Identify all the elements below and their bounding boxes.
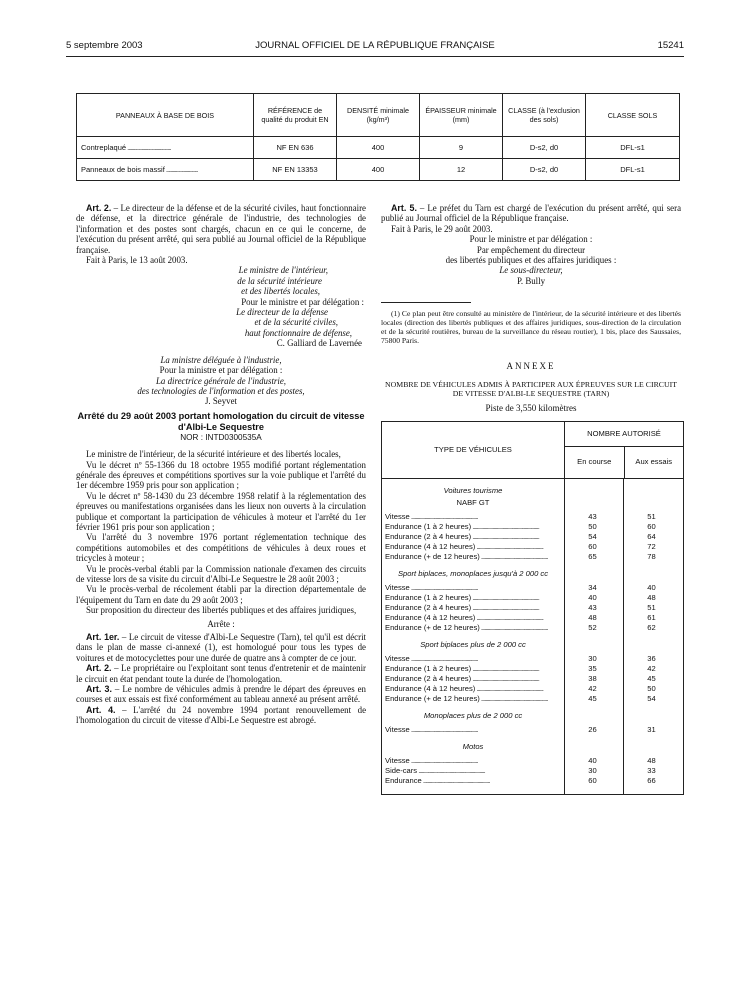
essais-count: 54 [647, 694, 656, 704]
table-row: Endurance ............................................................ 60 66 [382, 776, 683, 786]
essais-count: 51 [647, 512, 656, 522]
essais-count: 36 [647, 654, 656, 664]
course-count: 52 [588, 623, 597, 633]
panel-col-floor-class: CLASSE SOLS [586, 94, 680, 137]
course-count: 48 [588, 613, 597, 623]
essais-count: 50 [647, 684, 656, 694]
header-journal-title: JOURNAL OFFICIEL DE LA RÉPUBLIQUE FRANÇAISE [255, 40, 495, 51]
panel-col-density: DENSITÉ minimale (kg/m³) [337, 94, 420, 137]
vehicle-type-label: Endurance (+ de 12 heures) [385, 694, 480, 704]
panel-cell-floor-class: DFL-s1 [586, 137, 680, 159]
decree-title: Arrêté du 29 août 2003 portant homologation du circuit de vitesse d'Albi-Le Sequestre [77, 410, 365, 432]
panel-table [76, 93, 680, 181]
signatory-name-3: P. Bully [516, 275, 546, 286]
panel-cell-type: Panneaux de bois massif [81, 165, 165, 174]
table-row: Endurance (4 à 12 heures) ............................................................ 42 50 [382, 684, 683, 694]
vehicle-type-label: Endurance (1 à 2 heures) [385, 522, 472, 532]
essais-count: 61 [647, 613, 656, 623]
vehicle-type-label: Vitesse [385, 512, 410, 522]
header-rule [66, 56, 684, 57]
panel-table-header-row [77, 94, 680, 137]
table-row: Contreplaqué ........................................ NF EN 636 400 9 D-s2, d0 DFL-s1 [77, 137, 680, 159]
preamble-paragraph: Vu le procès-verbal de récolement établi par la direction départementale de l'équipement du Tarn en date du 29 août 2003 ; [76, 584, 366, 605]
panel-col-reference: RÉFÉRENCE de qualité du produit EN [254, 94, 337, 137]
signatory-name-2: J. Seyvet [204, 396, 238, 407]
preamble-paragraph: Vu le procès-verbal établi par la Commission nationale d'examen des circuits de vitesse lors de sa visite du circuit d'Albi-Le Sequestre le 28 août 2003 ; [76, 563, 366, 584]
panel-cell-class: D-s2, d0 [503, 137, 586, 159]
annex-heading: ANNEXE [506, 361, 556, 372]
course-count: 30 [588, 654, 597, 664]
table-row: Endurance (4 à 12 heures) ............................................................ 60 72 [382, 542, 683, 552]
preamble-paragraph: Sur proposition du directeur des libertés publiques et des affaires juridiques, [86, 605, 357, 616]
vehicle-type-label: Side-cars [385, 766, 418, 776]
vehicle-type-label: Endurance (4 à 12 heures) [385, 542, 476, 552]
vehicle-type-label: Endurance (+ de 12 heures) [385, 552, 480, 562]
table-row: Panneaux de bois massif ............................. NF EN 13353 400 12 D-s2, d0 DFL-s1 [77, 159, 680, 181]
vehicle-col-course: En course [565, 447, 625, 478]
essais-count: 78 [647, 552, 656, 562]
table-row: Endurance (+ de 12 heures) ............................................................ 45 54 [382, 694, 683, 704]
essais-count: 51 [647, 603, 656, 613]
page-header [66, 40, 684, 56]
essais-count: 33 [647, 766, 656, 776]
vehicle-type-label: Vitesse [385, 756, 410, 766]
vehicle-type-label: Endurance (2 à 4 heures) [385, 532, 472, 542]
panel-cell-thickness: 12 [420, 159, 503, 181]
course-count: 65 [588, 552, 597, 562]
vehicle-section-title: Voitures tourisme [443, 486, 503, 496]
article-5-paragraph: Art. 5. – Le préfet du Tarn est chargé de l'exécution du présent arrêté, qui sera publié au Journal officiel de la République française. [381, 203, 682, 224]
track-length: Piste de 3,550 kilomètres [485, 402, 577, 413]
course-count: 26 [588, 725, 597, 735]
article-4-paragraph: Art. 4. – L'arrêté du 24 novembre 1994 portant renouvellement de l'homologation du circuit de vitesse d'Albi-Le Sequestre est abrogé. [76, 704, 367, 726]
panel-cell-density: 400 [337, 159, 420, 181]
panel-col-class: CLASSE (à l'exclusion des sols) [503, 94, 586, 137]
panel-cell-type: Contreplaqué [81, 143, 127, 152]
table-row: Endurance (1 à 2 heures) ............................................................ 50 60 [382, 522, 683, 532]
panel-cell-reference: NF EN 636 [254, 137, 337, 159]
course-count: 40 [588, 756, 597, 766]
vehicle-col-group: NOMBRE AUTORISÉ [565, 422, 683, 447]
vehicle-type-label: Vitesse [385, 583, 410, 593]
essais-count: 66 [647, 776, 656, 786]
right-column [381, 203, 681, 795]
course-count: 42 [588, 684, 597, 694]
table-row: Endurance (1 à 2 heures) ............................................................ 35 42 [382, 664, 683, 674]
table-row: Endurance (2 à 4 heures) ............................................................ 43 51 [382, 603, 683, 613]
header-page-number: 15241 [657, 40, 684, 51]
vehicle-type-label: Endurance (4 à 12 heures) [385, 613, 476, 623]
course-count: 34 [588, 583, 597, 593]
course-count: 45 [588, 694, 597, 704]
preamble-paragraph: Le ministre de l'intérieur, de la sécurité intérieure et des libertés locales, [86, 449, 341, 460]
essais-count: 72 [647, 542, 656, 552]
essais-count: 60 [647, 522, 656, 532]
signature-block-3: Pour le ministre et par délégation : Par empêchement du directeur des libertés publiques et des affaires juridiques : Le sous-directeur, P. Bully [381, 234, 681, 286]
article-2b-paragraph: Art. 2. – Le propriétaire ou l'exploitant sont tenus d'entretenir et de maintenir le circuit en état pendant toute la durée de l'homologation. [76, 663, 366, 684]
panel-col-type: PANNEAUX À BASE DE BOIS [77, 94, 254, 137]
vehicle-section-title: Motos [462, 742, 484, 752]
essais-count: 62 [647, 623, 656, 633]
essais-count: 31 [647, 725, 656, 735]
essais-count: 45 [647, 674, 656, 684]
table-row: Side-cars ............................................................ 30 33 [382, 766, 683, 776]
course-count: 43 [588, 512, 597, 522]
table-row: Endurance (+ de 12 heures) ............................................................ 52 62 [382, 623, 683, 633]
signature-block-1: Le ministre de l'intérieur, de la sécurité intérieure et des libertés locales, Pour le ministre et par délégation : Le directeur de la défense et de la sécurité civiles, haut fonctionnaire de défense, C. Galliard de Lavernée [76, 265, 366, 348]
table-row: Endurance (2 à 4 heures) ............................................................ 38 45 [382, 674, 683, 684]
vehicle-table-header [382, 422, 683, 479]
essais-count: 64 [647, 532, 656, 542]
vehicle-type-label: Vitesse [385, 654, 410, 664]
table-row: Vitesse ............................................................ 34 40 [382, 583, 683, 593]
course-count: 43 [588, 603, 597, 613]
essais-count: 48 [647, 593, 656, 603]
vehicle-type-label: Endurance (1 à 2 heures) [385, 593, 472, 603]
article-3-paragraph: Art. 3. – Le nombre de véhicules admis à prendre le départ des épreuves en courses et aux essais est fixé conformément au tableau annexé au présent arrêté. [76, 684, 366, 705]
panel-cell-floor-class: DFL-s1 [586, 159, 680, 181]
vehicle-section-title: Monoplaces plus de 2 000 cc [423, 711, 523, 721]
signed-at-1: Fait à Paris, le 13 août 2003. [86, 255, 188, 266]
footnote-rule [381, 302, 471, 303]
course-count: 30 [588, 766, 597, 776]
signed-at-2: Fait à Paris, le 29 août 2003. [391, 223, 493, 234]
vehicle-type-label: Endurance (2 à 4 heures) [385, 603, 472, 613]
vehicle-type-label: Endurance (4 à 12 heures) [385, 684, 476, 694]
table-row: Vitesse ............................................................ 40 48 [382, 756, 683, 766]
course-count: 35 [588, 664, 597, 674]
vehicle-type-label: Endurance (+ de 12 heures) [385, 623, 480, 633]
panel-col-thickness: ÉPAISSEUR minimale (mm) [420, 94, 503, 137]
course-count: 60 [588, 776, 597, 786]
panel-cell-density: 400 [337, 137, 420, 159]
vehicle-table-body [382, 479, 683, 794]
course-count: 38 [588, 674, 597, 684]
vehicle-col-essais: Aux essais [635, 457, 673, 467]
left-column [76, 203, 366, 726]
table-row: Vitesse ............................................................ 30 36 [382, 654, 683, 664]
table-row: Vitesse ............................................................ 26 31 [382, 725, 683, 735]
signatory-name-1: C. Galliard de Lavernée [276, 338, 362, 349]
table-row: Endurance (2 à 4 heures) ............................................................ 54 64 [382, 532, 683, 542]
vehicle-section-title: Sport biplaces, monoplaces jusqu'à 2 000 cc [397, 569, 549, 579]
table-row: Endurance (4 à 12 heures) ............................................................ 48 61 [382, 613, 683, 623]
course-count: 50 [588, 522, 597, 532]
article-2-paragraph: Art. 2. – Le directeur de la défense et de la sécurité civiles, haut fonctionnaire de défense, et la directrice générale de l'industrie, des technologies de l'information et des postes sont chargés, chacun en ce qui le concerne, de l'exécution du présent arrêté, qui sera publié au Journal officiel de la République française. [76, 203, 366, 255]
vehicle-type-label: Endurance (2 à 4 heures) [385, 674, 472, 684]
preamble-paragraph: Vu le décret nº 55-1366 du 18 octobre 1955 modifié portant réglementation générale des épreuves et compétitions sportives sur la voie publique et l'arrêté du 1er décembre 1959 pris pour son application ; [76, 459, 366, 491]
vehicle-section-subtitle: NABF GT [456, 498, 490, 508]
annex-subtitle: NOMBRE DE VÉHICULES ADMIS À PARTICIPER AUX ÉPREUVES SUR LE CIRCUIT DE VITESSE D'ALBI-LE SEQUESTRE (TARN) [385, 379, 677, 399]
preamble-paragraph: Vu le décret nº 58-1430 du 23 décembre 1958 relatif à la réglementation des épreuves ou manifestations organisées dans les lieux non ouverts à la circulation publique et comportant la participation de véhicules à moteur et l'arrêté du 1er février 1961 pris pour son application ; [76, 490, 366, 532]
panel-cell-class: D-s2, d0 [503, 159, 586, 181]
vehicle-col-type: TYPE DE VÉHICULES [382, 422, 565, 478]
arrete-heading: Arrête : [207, 618, 235, 629]
vehicle-table [381, 421, 684, 795]
course-count: 54 [588, 532, 597, 542]
vehicle-section-title: Sport biplaces plus de 2 000 cc [420, 640, 526, 650]
vehicle-type-label: Endurance [385, 776, 422, 786]
nor-reference: NOR : INTD0300535A [180, 432, 262, 442]
vehicle-type-label: Endurance (1 à 2 heures) [385, 664, 472, 674]
footnote: (1) Ce plan peut être consulté au ministère de l'intérieur, de la sécurité intérieure et des libertés locales (direction des libertés publiques et des affaires juridiques, sous-direction de la circulation et de la sécurité routières, bureau de la surveillance du réseau routier), 1 bis, place des Saussaies, 75800 Paris. [381, 309, 681, 346]
essais-count: 40 [647, 583, 656, 593]
essais-count: 42 [647, 664, 656, 674]
table-row: Endurance (+ de 12 heures) ............................................................ 65 78 [382, 552, 683, 562]
vehicle-type-label: Vitesse [385, 725, 410, 735]
course-count: 40 [588, 593, 597, 603]
article-1-paragraph: Art. 1er. – Le circuit de vitesse d'Albi-Le Sequestre (Tarn), tel qu'il est décrit dans le plan de masse ci-annexé (1), est homologué pour tous les types de voitures et de motocyclettes pour une durée de quatre ans à compter de ce jour. [76, 632, 366, 663]
panel-cell-reference: NF EN 13353 [254, 159, 337, 181]
signature-block-2: La ministre déléguée à l'industrie, Pour la ministre et par délégation : La directrice générale de l'industrie, des technologies de l'information et des postes, J. Seyvet [76, 355, 366, 407]
header-date: 5 septembre 2003 [66, 40, 143, 51]
course-count: 60 [588, 542, 597, 552]
table-row: Vitesse ............................................................ 43 51 [382, 512, 683, 522]
preamble-paragraph: Vu l'arrêté du 3 novembre 1976 portant réglementation technique des compétitions automobiles et des compétitions de véhicules à deux roues et tricycles à moteur ; [76, 532, 366, 564]
panel-cell-thickness: 9 [420, 137, 503, 159]
essais-count: 48 [647, 756, 656, 766]
table-row: Endurance (1 à 2 heures) ............................................................ 40 48 [382, 593, 683, 603]
